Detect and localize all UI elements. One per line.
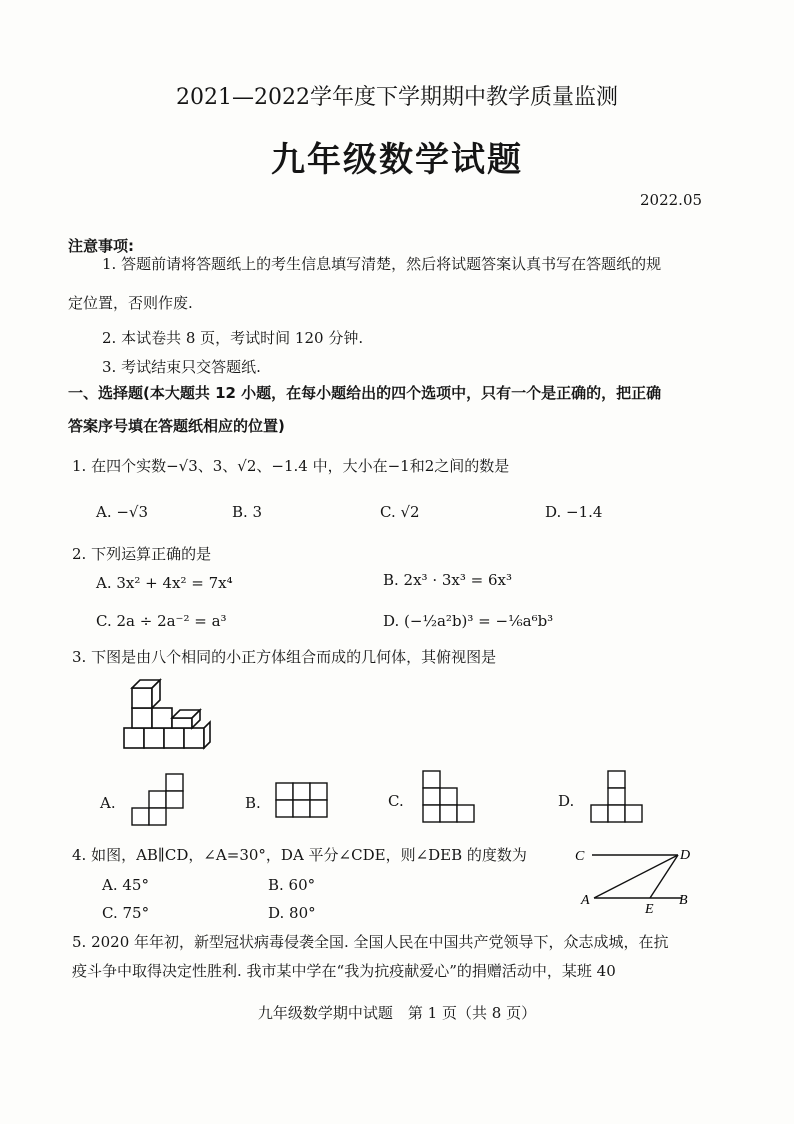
q3-option-c-figure	[422, 770, 478, 828]
q4-stem: 4. 如图，AB∥CD，∠A=30°，DA 平分∠CDE，则∠DEB 的度数为	[72, 846, 527, 864]
q1-stem: 1. 在四个实数−√3、3、√2、−1.4 中，大小在−1和2之间的数是	[72, 457, 510, 475]
q1-option-c: C. √2	[380, 503, 420, 521]
q3-option-c: C.	[388, 792, 404, 810]
q4-geometry-figure	[570, 843, 700, 915]
exam-date: 2022.05	[640, 191, 703, 209]
q2-option-c: C. 2a ÷ 2a⁻² = a³	[96, 612, 227, 630]
q1-option-d: D. −1.4	[545, 503, 603, 521]
q3-option-b-figure	[275, 782, 331, 822]
q5-line-2: 疫斗争中取得决定性胜利. 我市某中学在“我为抗疫献爱心”的捐赠活动中，某班 40	[72, 962, 616, 980]
q2-option-a: A. 3x² + 4x² = 7x⁴	[96, 574, 233, 592]
notes-item-3: 3. 考试结束只交答题纸.	[102, 358, 261, 376]
q2-option-d: D. (−½a²b)³ = −⅙a⁶b³	[383, 612, 554, 630]
section1-heading-line-2: 答案序号填在答题纸相应的位置)	[68, 417, 285, 435]
q1-option-a: A. −√3	[96, 503, 149, 521]
q4-label-c: C	[575, 849, 585, 864]
q4-label-d: D	[680, 848, 691, 863]
q3-solid-figure	[118, 678, 218, 750]
q4-option-d: D. 80°	[268, 904, 316, 922]
q3-stem: 3. 下图是由八个相同的小正方体组合而成的几何体，其俯视图是	[72, 648, 497, 666]
q4-option-c: C. 75°	[102, 904, 150, 922]
q3-option-d: D.	[558, 792, 575, 810]
page-footer: 九年级数学期中试题 第 1 页（共 8 页）	[257, 1004, 537, 1022]
notes-item-2: 2. 本试卷共 8 页，考试时间 120 分钟.	[102, 329, 364, 347]
q3-option-d-figure	[590, 770, 646, 828]
q4-label-a: A	[581, 893, 590, 908]
notes-heading: 注意事项:	[68, 237, 134, 255]
q4-option-a: A. 45°	[102, 876, 149, 894]
notes-item-1-line-2: 定位置，否则作废.	[68, 294, 193, 312]
q1-option-b: B. 3	[232, 503, 263, 521]
q3-option-b: B.	[245, 794, 261, 812]
q4-option-b: B. 60°	[268, 876, 316, 894]
exam-title: 2021—2022学年度下学期期中教学质量监测	[176, 85, 618, 110]
q3-option-a-figure	[132, 772, 188, 828]
q4-label-e: E	[645, 902, 654, 917]
q4-label-b: B	[679, 893, 688, 908]
exam-subtitle: 九年级数学试题	[271, 140, 523, 180]
q5-line-1: 5. 2020 年年初，新型冠状病毒侵袭全国. 全国人民在中国共产党领导下，众志成城，在抗	[72, 933, 669, 951]
q3-option-a: A.	[100, 794, 116, 812]
notes-item-1-line-1: 1. 答题前请将答题纸上的考生信息填写清楚，然后将试题答案认真书写在答题纸的规	[102, 255, 662, 273]
q2-option-b: B. 2x³ · 3x³ = 6x³	[383, 571, 513, 589]
q2-stem: 2. 下列运算正确的是	[72, 545, 212, 563]
section1-heading-line-1: 一、选择题(本大题共 12 小题，在每小题给出的四个选项中，只有一个是正确的，把正确	[68, 384, 662, 402]
